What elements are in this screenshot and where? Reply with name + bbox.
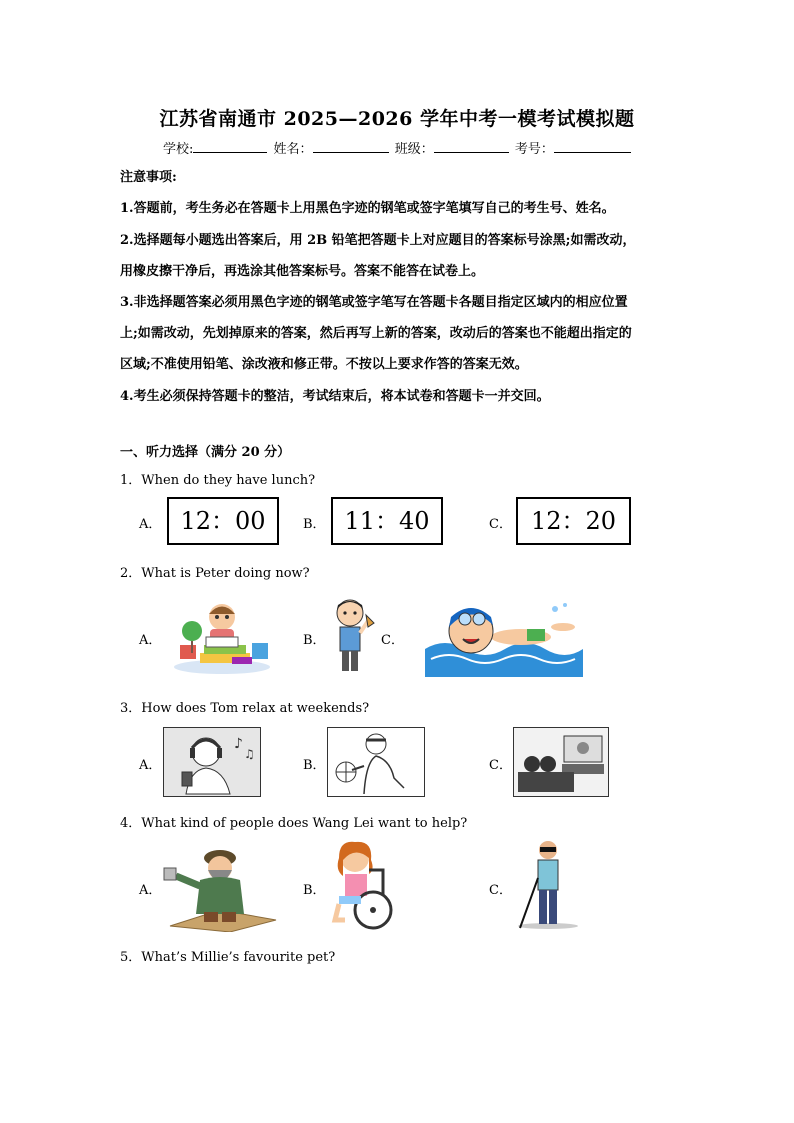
- name-label: 姓名：: [273, 142, 313, 157]
- name-blank[interactable]: [313, 140, 389, 153]
- note-line: 4.考生必须保持答题卡的整洁，考试结束后，将本试卷和答题卡一并交回。: [120, 389, 550, 404]
- exam-number-label: 考号：: [514, 142, 554, 157]
- option-a-label[interactable]: A．: [139, 517, 162, 532]
- class-label: 班级：: [394, 142, 434, 157]
- option-c-label[interactable]: C．: [381, 633, 404, 648]
- eating-boy-picture: [326, 597, 378, 677]
- option-b-label[interactable]: B．: [303, 517, 326, 532]
- question-4: 4．What kind of people does Wang Lei want to help?: [120, 816, 468, 831]
- note-line: 用橡皮擦干净后，再选涂其他答案标号。答案不能答在试卷上。: [120, 264, 485, 279]
- notes-heading: 注意事项:: [120, 170, 177, 185]
- basketball-picture: [327, 727, 425, 797]
- note-line: 2.选择题每小题选出答案后，用 2B 铅笔把答题卡上对应题目的答案标号涂黑;如需改动，: [120, 233, 636, 248]
- homeless-man-picture: [160, 840, 278, 932]
- option-b-label[interactable]: B．: [303, 883, 326, 898]
- question-1: 1．When do they have lunch?: [120, 473, 316, 488]
- school-blank[interactable]: [193, 140, 267, 153]
- section-heading: 一、听力选择（满分 20 分）: [120, 445, 291, 460]
- blind-man-picture: [510, 838, 586, 930]
- option-a-label[interactable]: A．: [139, 758, 162, 773]
- question-5: 5．What’s Millie’s favourite pet?: [120, 950, 336, 965]
- option-c-label[interactable]: C．: [489, 758, 512, 773]
- student-info-line: [163, 138, 633, 157]
- option-a-label[interactable]: A．: [139, 633, 162, 648]
- school-label: 学校:: [163, 142, 194, 157]
- exam-title: 江苏省南通市 2025—2026 学年中考一模考试模拟题: [159, 108, 635, 130]
- option-c-label[interactable]: C．: [489, 517, 512, 532]
- wheelchair-girl-picture: [325, 840, 397, 930]
- option-b-label[interactable]: B．: [303, 633, 326, 648]
- reading-boy-picture: [170, 597, 275, 677]
- exam-number-blank[interactable]: [554, 140, 631, 153]
- question-2: 2．What is Peter doing now?: [120, 566, 310, 581]
- option-a-label[interactable]: A．: [139, 883, 162, 898]
- svg-text:♪: ♪: [234, 736, 243, 752]
- swimming-boy-picture: [425, 597, 583, 677]
- note-line: 上;如需改动，先划掉原来的答案，然后再写上新的答案，改动后的答案也不能超出指定的: [120, 326, 632, 341]
- clock-b: 11：40: [331, 497, 443, 545]
- clock-a: 12：00: [167, 497, 279, 545]
- option-c-label[interactable]: C．: [489, 883, 512, 898]
- note-line: 1.答题前，考生务必在答题卡上用黑色字迹的钢笔或签字笔填写自己的考生号、姓名。: [120, 201, 615, 216]
- class-blank[interactable]: [434, 140, 509, 153]
- svg-text:♫: ♫: [244, 747, 255, 761]
- note-line: 区域;不准使用铅笔、涂改液和修正带。不按以上要求作答的答案无效。: [120, 357, 528, 372]
- music-listening-picture: [163, 727, 261, 797]
- question-3: 3．How does Tom relax at weekends?: [120, 701, 370, 716]
- watching-tv-picture: [513, 727, 609, 797]
- option-b-label[interactable]: B．: [303, 758, 326, 773]
- note-line: 3.非选择题答案必须用黑色字迹的钢笔或签字笔写在答题卡各题目指定区域内的相应位置: [120, 295, 628, 310]
- clock-c: 12：20: [516, 497, 631, 545]
